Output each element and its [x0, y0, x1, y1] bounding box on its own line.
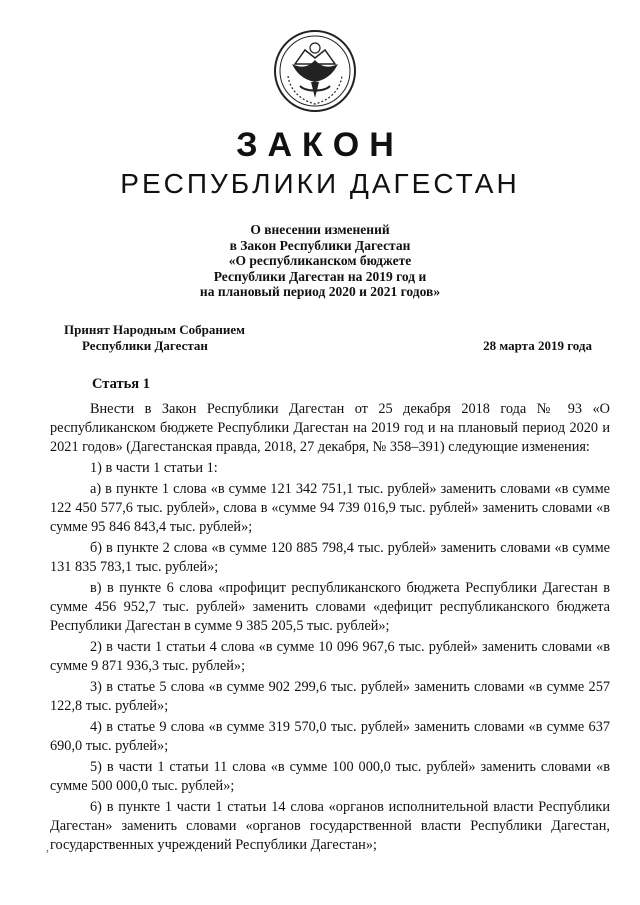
paragraph: 4) в статье 9 слова «в сумме 319 570,0 тыс. рублей» заменить словами «в сумме 637 690,0 тыс. рублей»;	[50, 719, 610, 754]
law-heading	[0, 222, 640, 300]
document-title: ЗАКОН	[236, 126, 404, 164]
adoption-date: 28 марта 2019 года	[483, 338, 592, 353]
paragraph: а) в пункте 1 слова «в сумме 121 342 751,1 тыс. рублей» заменить словами «в сумме 122 450 577,6 тыс. рублей», слова в «сумме 94 739 016,9 тыс. рублей» заменить словами «в сумме 95 846 843,4 тыс. рублей»;	[50, 481, 610, 535]
heading-line: на плановый период 2020 и 2021 годов»	[199, 284, 441, 299]
article-title: Статья 1	[92, 376, 150, 392]
paragraph: 3) в статье 5 слова «в сумме 902 299,6 тыс. рублей» заменить словами «в сумме 257 122,8 тыс. рублей»;	[50, 679, 610, 714]
paragraph: б) в пункте 2 слова «в сумме 120 885 798,4 тыс. рублей» заменить словами «в сумме 131 835 783,1 тыс. рублей»;	[50, 540, 610, 575]
article-body	[50, 400, 610, 857]
adoption-statement	[64, 322, 245, 354]
document-subtitle: РЕСПУБЛИКИ ДАГЕСТАН	[120, 168, 520, 199]
paragraph: 5) в части 1 статьи 11 слова «в сумме 100 000,0 тыс. рублей» заменить словами «в сумме 500 000,0 тыс. рублей»;	[50, 759, 610, 794]
paragraph: 2) в части 1 статьи 4 слова «в сумме 10 096 967,6 тыс. рублей» заменить словами «в сумме 9 871 936,3 тыс. рублей»;	[50, 639, 610, 674]
heading-line: Республики Дагестан на 2019 год и	[213, 268, 427, 284]
adopted-by-line: Принят Народным Собранием	[64, 322, 246, 337]
adopted-by-line: Республики Дагестан	[82, 338, 208, 353]
heading-line: О внесении изменений	[250, 222, 390, 237]
heading-line: «О республиканском бюджете	[228, 253, 412, 268]
paragraph: 6) в пункте 1 части 1 статьи 14 слова «органов исполнительной власти Республики Дагестан» заменить словами «органов государственной власти Республики Дагестан, государственных учреждений Республики Дагестан»;	[50, 799, 610, 853]
margin-mark: ,	[46, 840, 49, 854]
paragraph: в) в пункте 6 слова «профицит республиканского бюджета Республики Дагестан в сумме 456 952,7 тыс. рублей» заменить словами «дефицит республиканского бюджета Республики Дагестан в сумме 9 385 205,5 тыс. рублей»;	[50, 580, 610, 634]
paragraph: Внести в Закон Республики Дагестан от 25 декабря 2018 года № 93 «О республиканском бюджете Республики Дагестан на 2019 год и на плановый период 2020 и 2021 годов» (Дагестанская правда, 2018, 27 декабря, № 358–391) следующие изменения:	[50, 401, 610, 455]
paragraph: 1) в части 1 статьи 1:	[90, 460, 218, 476]
coat-of-arms-emblem	[270, 26, 360, 116]
heading-line: в Закон Республики Дагестан	[229, 237, 411, 253]
